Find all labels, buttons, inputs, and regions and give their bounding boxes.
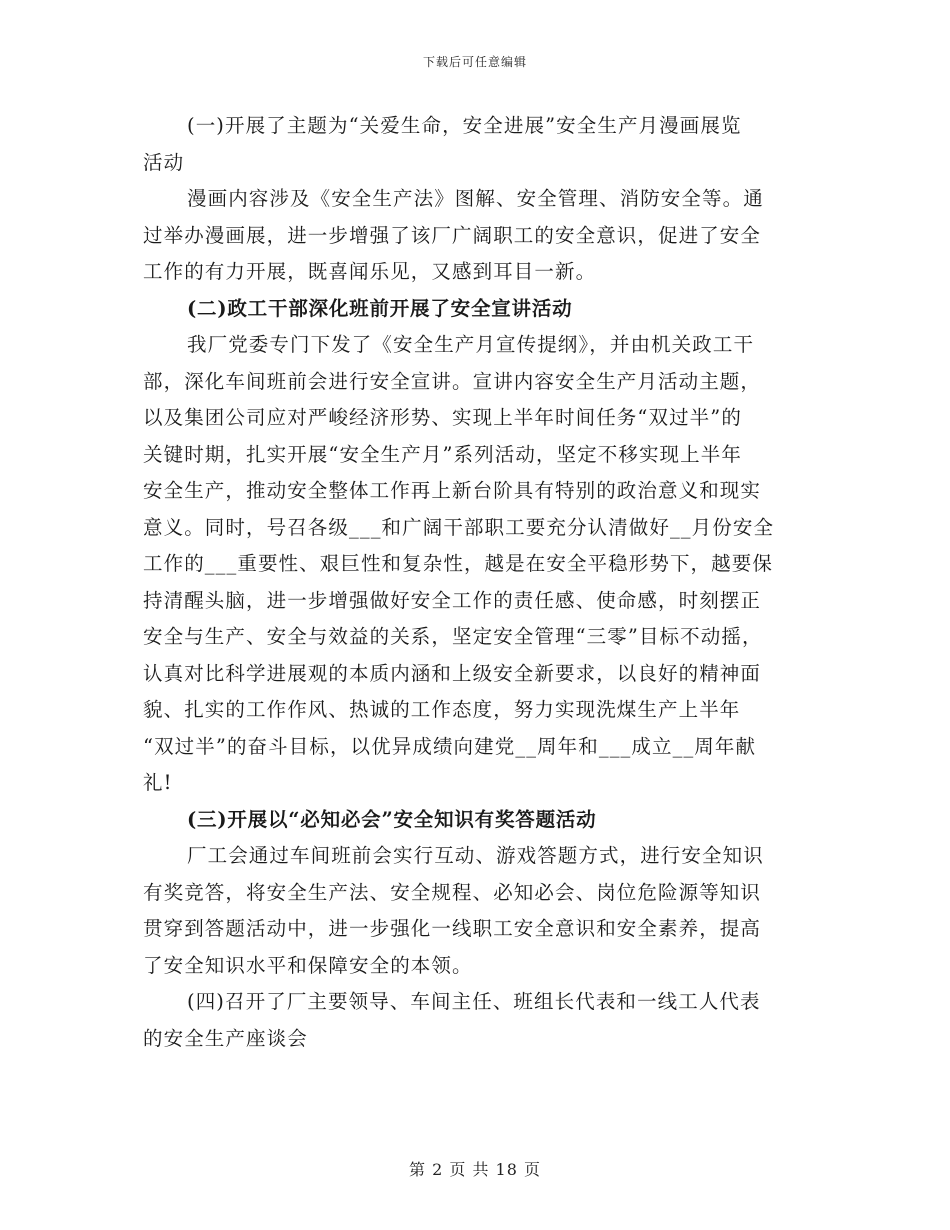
- paragraph-line: 工作的有力开展，既喜闻乐见，又感到耳目一新。: [143, 260, 597, 283]
- paragraph-line: 部，深化车间班前会进行安全宣讲。宣讲内容安全生产月活动主题，: [143, 369, 762, 393]
- paragraph-line: 工作的___重要性、艰巨性和复杂性，越是在安全平稳形势下，越要保: [143, 552, 773, 575]
- paragraph-line: 认真对比科学进展观的本质内涵和上级安全新要求，以良好的精神面: [143, 661, 762, 685]
- paragraph-line: 以及集团公司应对严峻经济形势、实现上半年时间任务“双过半”的: [143, 406, 742, 429]
- page-header-note: 下载后可任意编辑: [422, 55, 527, 69]
- paragraph-line: 意义。同时，号召各级___和广阔干部职工要充分认清做好__月份安全: [143, 515, 775, 539]
- paragraph-line: 安全生产，推动安全整体工作再上新台阶具有特别的政治意义和现实: [143, 479, 762, 502]
- document-body: [143, 108, 813, 1057]
- paragraph-line: 安全与生产、安全与效益的关系，坚定安全管理“三零”目标不动摇，: [143, 625, 763, 648]
- paragraph-line: 礼!: [143, 771, 173, 794]
- paragraph-line: 活动: [143, 150, 185, 174]
- section-heading: (三)开展以“必知必会”安全知识有奖答题活动: [187, 807, 597, 831]
- paragraph-line: 过举办漫画展，进一步增强了该厂广阔职工的安全意识，促进了安全: [143, 223, 762, 247]
- paragraph-line: 漫画内容涉及《安全生产法》图解、安全管理、消防安全等。通: [187, 187, 764, 210]
- paragraph-line: (一)开展了主题为“关爱生命，安全进展”安全生产月漫画展览: [187, 114, 742, 137]
- paragraph-line: “双过半”的奋斗目标，以优异成绩向建党__周年和___成立__周年献: [143, 734, 757, 758]
- section-heading: (二)政工干部深化班前开展了安全宣讲活动: [187, 296, 573, 320]
- paragraph-line: 的安全生产座谈会: [143, 1026, 308, 1050]
- paragraph-line: 了安全知识水平和保障安全的本领。: [143, 953, 473, 977]
- paragraph-line: 关键时期，扎实开展“安全生产月”系列活动，坚定不移实现上半年: [143, 442, 742, 466]
- paragraph-line: 有奖竞答，将安全生产法、安全规程、必知必会、岗位危险源等知识: [143, 880, 762, 904]
- paragraph-line: 持清醒头脑，进一步增强做好安全工作的责任感、使命感，时刻摆正: [143, 588, 762, 612]
- page-number: 第 2 页 共 18 页: [409, 1160, 541, 1179]
- paragraph-line: 貌、扎实的工作作风、热诚的工作态度，努力实现洗煤生产上半年: [143, 698, 741, 721]
- paragraph-line: 厂工会通过车间班前会实行互动、游戏答题方式，进行安全知识: [187, 844, 764, 867]
- paragraph-line: (四)召开了厂主要领导、车间主任、班组长代表和一线工人代表: [187, 990, 761, 1013]
- paragraph-line: 我厂党委专门下发了《安全生产月宣传提纲》，并由机关政工干: [187, 333, 755, 356]
- paragraph-line: 贯穿到答题活动中，进一步强化一线职工安全意识和安全素养，提高: [143, 917, 762, 940]
